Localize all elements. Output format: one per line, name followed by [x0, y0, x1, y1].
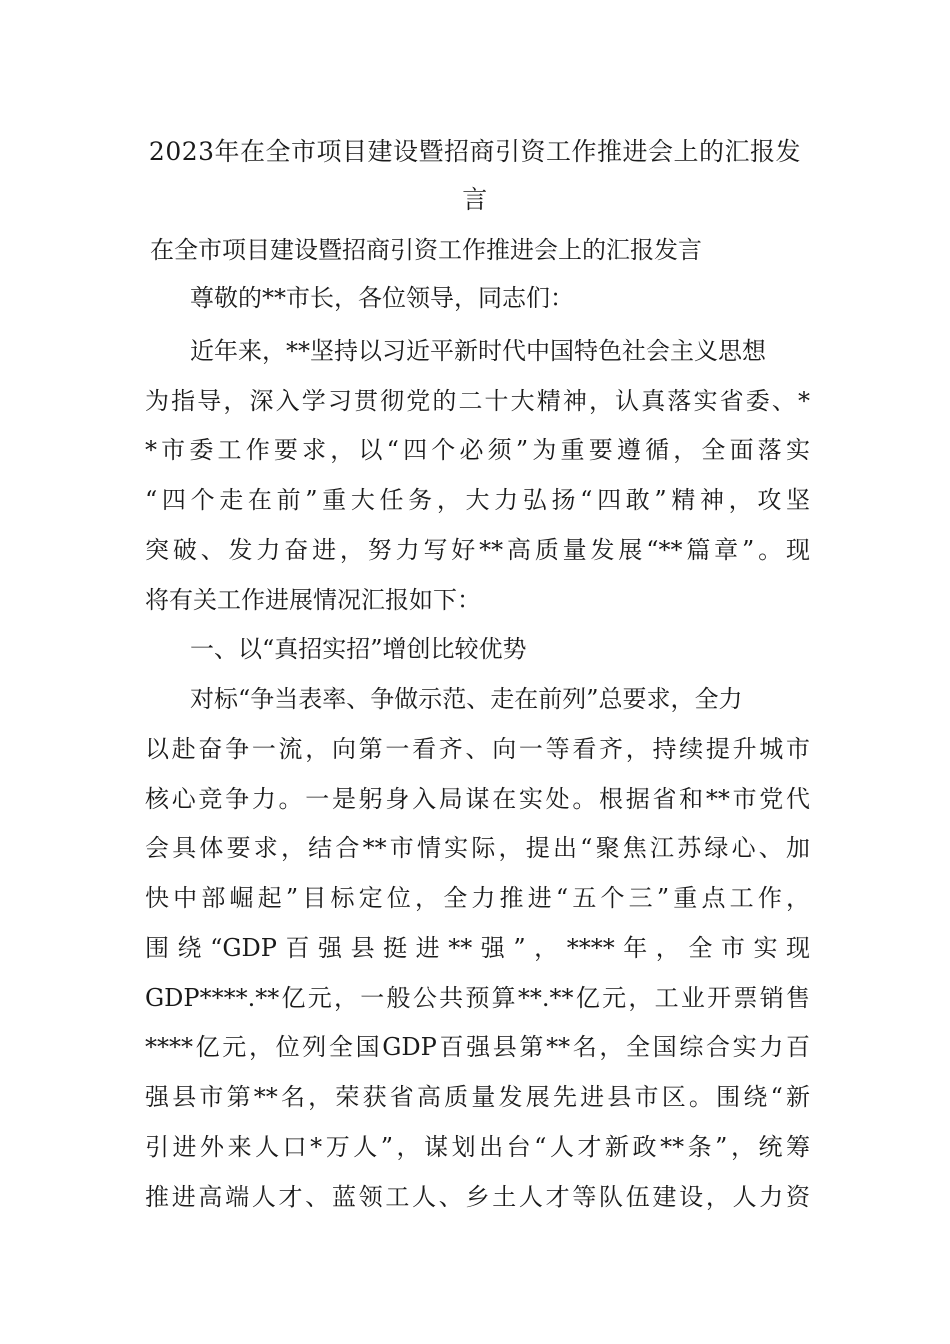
paragraph-line: 强县市第**名，荣获省高质量发展先进县市区。围绕“新: [145, 1083, 810, 1111]
paragraph-line: GDP****.**亿元，一般公共预算**.**亿元，工业开票销售: [145, 984, 810, 1012]
paragraph-line: 快中部崛起”目标定位，全力推进“五个三”重点工作，: [145, 884, 810, 912]
paragraph-line: “四个走在前”重大任务，大力弘扬“四敢”精神，攻坚: [145, 486, 810, 514]
paragraph-line: 将有关工作进展情况汇报如下：: [145, 586, 481, 614]
title-line-1: 2023年在全市项目建设暨招商引资工作推进会上的汇报发: [148, 137, 802, 166]
paragraph-line: 会具体要求，结合**市情实际，提出“聚焦江苏绿心、加: [145, 834, 810, 862]
document-subtitle: 在全市项目建设暨招商引资工作推进会上的汇报发言: [150, 236, 702, 264]
paragraph-line: 围绕“GDP百强县挺进**强”，****年，全市实现: [145, 934, 810, 962]
title-line-2: 言: [462, 185, 488, 214]
paragraph-line: 推进高端人才、蓝领工人、乡土人才等队伍建设，人力资: [145, 1183, 810, 1211]
paragraph-line: 引进外来人口*万人”，谋划出台“人才新政**条”，统筹: [145, 1133, 810, 1161]
paragraph-line: *市委工作要求，以“四个必须”为重要遵循，全面落实: [145, 436, 810, 464]
paragraph-line: 近年来，**坚持以习近平新时代中国特色社会主义思想: [190, 337, 766, 365]
paragraph-line: ****亿元，位列全国GDP百强县第**名，全国综合实力百: [145, 1033, 810, 1061]
salutation: 尊敬的**市长，各位领导，同志们：: [190, 284, 574, 312]
paragraph-line: 对标“争当表率、争做示范、走在前列”总要求，全力: [190, 685, 743, 713]
paragraph-line: 突破、发力奋进，努力写好**高质量发展“**篇章”。现: [145, 536, 810, 564]
section-heading: 一、以“真招实招”增创比较优势: [190, 635, 527, 663]
paragraph-line: 核心竞争力。一是躬身入局谋在实处。根据省和**市党代: [145, 785, 810, 813]
document-title: [140, 128, 810, 224]
paragraph-line: 以赴奋争一流，向第一看齐、向一等看齐，持续提升城市: [145, 735, 810, 763]
paragraph-line: 为指导，深入学习贯彻党的二十大精神，认真落实省委、*: [145, 387, 810, 415]
